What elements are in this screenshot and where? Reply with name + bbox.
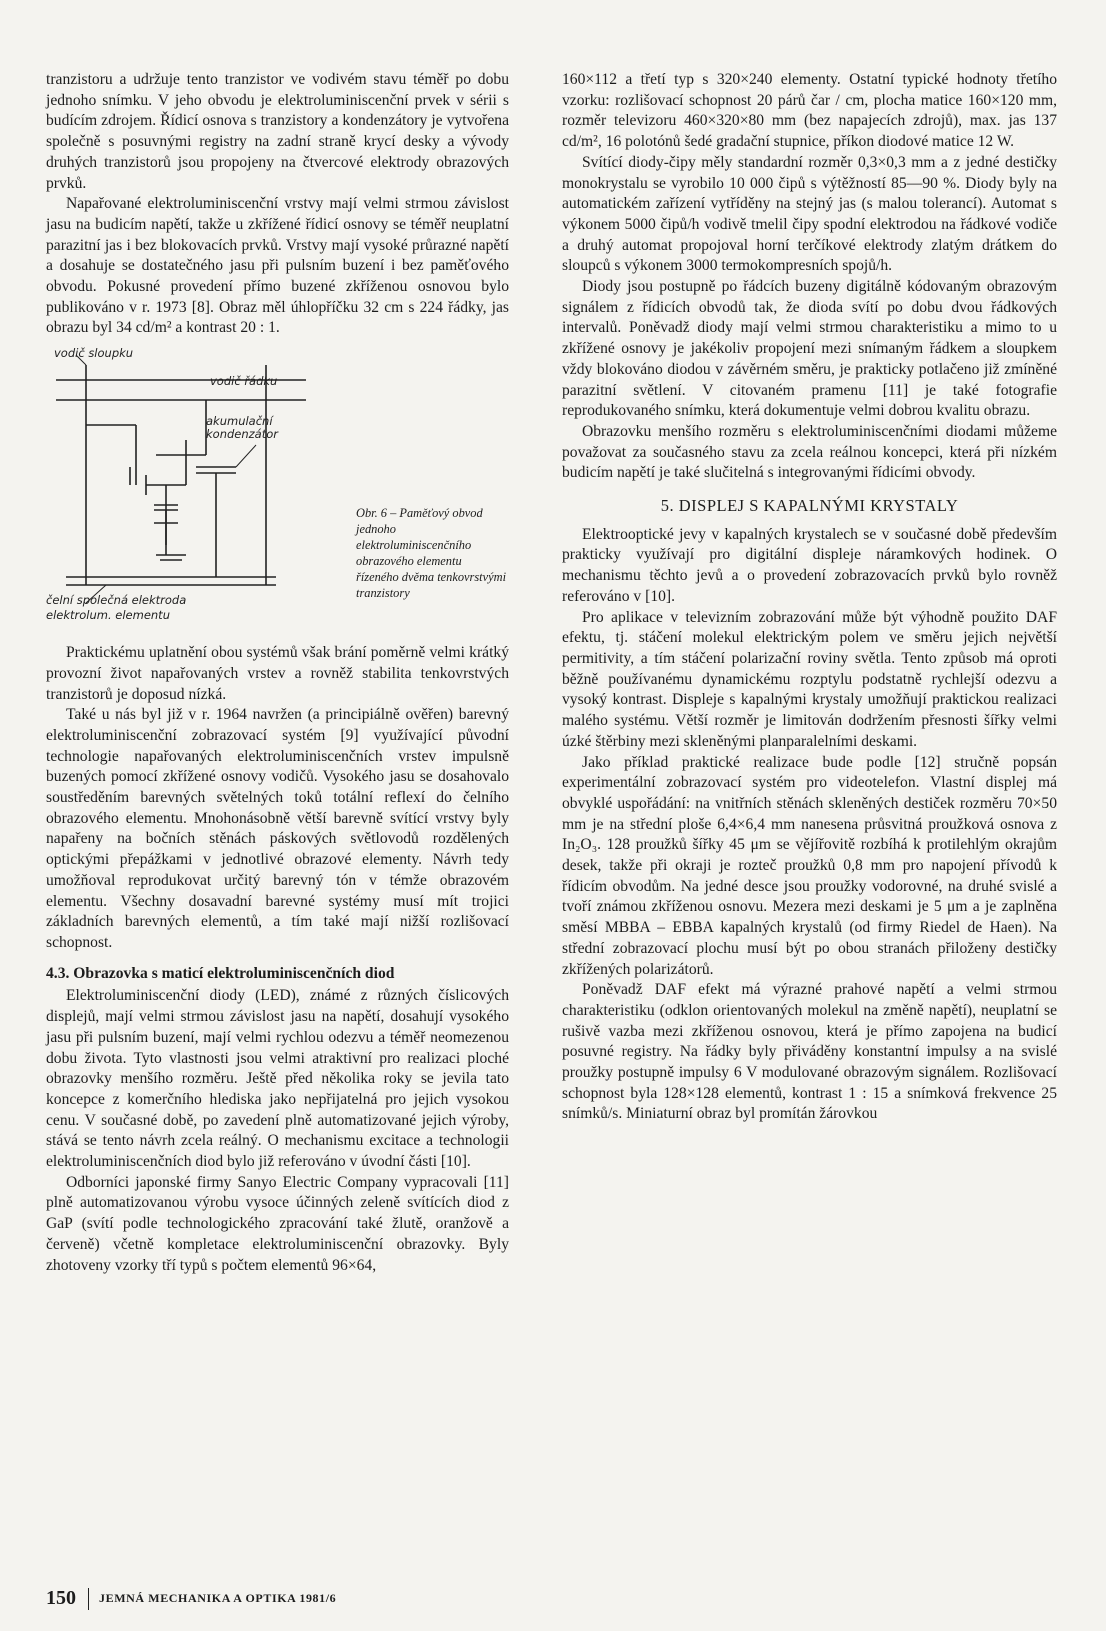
label-row-conductor: vodič řádku [210,374,278,389]
journal-title: JEMNÁ MECHANIKA A OPTIKA 1981/6 [99,1591,337,1605]
paragraph: Obrazovku menšího rozměru s elektroluminiscenčními diodami můžeme považovat za současného stavu za zcela reálnou koncepci, která při nízkém budicím napětí je také slučitelná s integrovanými řídicími obvody. [562,422,1057,482]
left-column [46,70,509,1276]
paragraph: Elektrooptické jevy v kapalných krystalech se v současné době především prakticky využívají pro digitální displeje náramkových hodinek. O mechanismu těchto jevů a o provedení zobrazovacích prvků bylo rovněž referováno v [10]. [562,525,1057,605]
paragraph: Svítící diody-čipy měly standardní rozměr 0,3×0,3 mm a z jedné destičky monokrystalu se vyrobilo 10 000 čipů s výtěžností 85—90 %. Diody byly na automatickém zařízení vytříděny na stejný jas (s malou tolerancí). Automat s výkonem 5000 čipů/h vodivě tmelil čipy spodní elektrodou na řádkové vodiče a druhý automat propojoval horní terčíkové elektrody zlatým drátkem do sloupců s výkonem 3000 termokompresních spojů/h. [562,153,1057,275]
label-column-conductor: vodič sloupku [54,346,134,361]
label-capacitor: akumulační kondenzátor [206,414,279,442]
paragraph: 160×112 a třetí typ s 320×240 elementy. Ostatní typické hodnoty třetího vzorku: rozlišovací schopnost 20 párů čar / cm, plocha matice 160×120 mm, rozměr televizoru 460×320×80 mm (bez napajecích zdrojů), max. jas 137 cd/m², 16 polotónů šedé gradační stupnice, příkon diodové matice 12 W. [562,71,1057,151]
paragraph: Také u nás byl již v r. 1964 navržen (a principiálně ověřen) barevný elektroluminiscenční zobrazovací systém [9] využívající původní technologie napařovaných elektroluminiscenčních vrstev impulsně buzených pomocí zkřížené osnovy vodičů. Vysokého jasu se dosahovalo soustředěním barevných světelných toků totální reflexí do čelního obrazového elementu. Mnohonásobně větší barevně svítící vrstvy byly napařeny na bočních stěnách páskových světlovodů rozdělených optickými přepážkami v jednotlivé obrazové elementy. Návrh tedy umožňoval reprodukovat určitý barevný tón v témže obrazovém elementu. Všechny dosavadní barevné systémy musí mít trojici základních barevných elementů, a tím také mají nižší rozlišovací schopnost. [46,706,509,951]
right-column [562,70,1057,1125]
page-number: 150 [46,1587,76,1609]
footer-divider [88,1588,89,1610]
page-footer [46,1587,336,1610]
paragraph: Jako příklad praktické realizace bude podle [12] stručně popsán experimentální zobrazovací systém pro videotelefon. Vlastní displej má obvyklé uspořádání: na vnitřních stěnách skleněných destiček rozměru 70×50 mm je na střední ploše 6,4×6,4 mm nanesena průsvitná proužková osnova z In₂O₃. 128 proužků šířky 45 μm se vějířovitě rozbíhá k protilehlým okrajům desek, takže při okraji je rozteč proužků 0,8 mm pro napojení přívodů k řídicím obvodům. Na jedné desce jsou proužky vodorovné, na druhé svislé a tvoří známou zkříženou osnovu. Mezera mezi deskami je 5 μm a je zaplněna směsí MBBA – EBBA kapalných krystalů (od firmy Riedel de Haen). Na střední zobrazovací plochu musí být po obou stranách přiloženy destičky zkřížených polarizátorů. [562,753,1057,978]
paragraph: Elektroluminiscenční diody (LED), známé z různých číslicových displejů, mají velmi strmou závislost jasu na napětí, dosahují vysokého jasu při pulsním buzení, mají velmi rychlou odezvu a téměř neomezenou dobu života. Tyto vlastnosti jsou velmi atraktivní pro realizaci ploché obrazovky menšího rozměru. Ještě před několika roky se jevila tato koncepce z komerčního hlediska jako nepřijatelná pro jejich vysokou cenu. V současné době, po zavedení plně automatizované jejich výroby, stává se tento návrh zcela reálný. O mechanismu excitace a technologii elektroluminiscenčních diod bylo již referováno v úvodní části [10]. [46,987,509,1171]
figure-caption: Obr. 6 – Paměťový obvod jednoho elektroluminiscenčního obrazového elementu řízeného dvěma tenkovrstvými tranzistory [356,506,507,601]
paragraph: Diody jsou postupně po řádcích buzeny digitálně kódovaným obrazovým signálem z řídicích obvodů tak, že dioda svítí po dobu dvou řádkových intervalů. Poněvadž diody mají velmi strmou charakteristiku a mimo to u zkřížené osnovy je jakékoliv propojení mezi snímaným řádkem a sloupkem vždy blokováno diodou v závěrném směru, je prakticky potlačeno již zmíněné parazitní světlení. V citovaném pramenu [11] je také fotografie reprodukovaného snímku, která dokumentuje velmi dobrou kvalitu obrazu. [562,278,1057,420]
label-electrode: čelní společná elektroda elektrolum. elementu [46,593,187,623]
section-heading: 4.3. Obrazovka s maticí elektroluminiscenčních diod [46,964,395,982]
paragraph: Odborníci japonské firmy Sanyo Electric Company vypracovali [11] plně automatizovanou výrobu vysoce účinných zeleně svítících diod z GaP (svítí podle technologického zpracování také žlutě, oranžově a červeně) včetně kompletace elektroluminiscenční obrazovky. Byly zhotoveny vzorky tří typů s počtem elementů 96×64, [46,1173,509,1274]
figure-circuit [46,345,509,635]
section-heading: 5. DISPLEJ S KAPALNÝMI KRYSTALY [660,496,959,516]
paragraph: tranzistoru a udržuje tento tranzistor ve vodivém stavu téměř po dobu jednoho snímku. V jeho obvodu je elektroluminiscenční prvek v sérii s budícím zdrojem. Řídicí osnova s tranzistory a kondenzátory je vytvořena společně s posuvnými registry na zadní straně krycí desky a vývody druhých tranzistorů jsou propojeny na čtvercové elektrody obrazových prvků. [46,71,509,192]
paragraph: Napařované elektroluminiscenční vrstvy mají velmi strmou závislost jasu na budicím napětí, takže u zkřížené řídicí osnovy se téměř neuplatní parazitní jas i bez blokovacích prvků. Vrstvy mají vysoké průrazné napětí a dosahuje se dostatečného jasu při pulsním buzení i bez paměťového obvodu. Pokusné provedení přímo buzené zkříženou osnovou bylo publikováno v r. 1973 [8]. Obraz měl úhlopříčku 32 cm s 224 řádky, jas obrazu byl 34 cd/m² a kontrast 20 : 1. [46,195,509,337]
paragraph: Poněvadž DAF efekt má výrazné prahové napětí a velmi strmou charakteristiku (odklon orientovaných molekul na změně napětí), neuplatní se rušivě vazba mezi zkříženou osnovou, která je přímo zapojena na budicí posuvné registry. Na řádky byly přiváděny konstantní impulsy a na svislé proužky postupně impulsy 6 V modulované obrazovým signálem. Rozlišovací schopnost byla 128×128 elementů, kontrast 1 : 15 a snímková frekvence 25 snímků/s. Miniaturní obraz byl promítán žárovkou [562,981,1057,1123]
paragraph: Pro aplikace v televizním zobrazování může být výhodně použito DAF efektu, tj. stáčení molekul elektrickým polem ve směru jejich největší permitivity, a tím stáčení polarizační roviny světla. Tento způsob má oproti běžně používanému dynamickému rozptylu podstatně rychlejší odezvu a vysoký kontrast. Displeje s kapalnými krystaly umožňují praktickou realizaci malého systému. Větší rozměr je limitován dodržením přesnosti šířky velmi úzké štěrbiny mezi skleněnými planparalelními deskami. [562,608,1057,750]
paragraph: Praktickému uplatnění obou systémů však brání poměrně velmi krátký provozní život napařovaných vrstev a rovněž stabilita tenkovrstvých tranzistorů je doposud nízká. [46,644,509,703]
